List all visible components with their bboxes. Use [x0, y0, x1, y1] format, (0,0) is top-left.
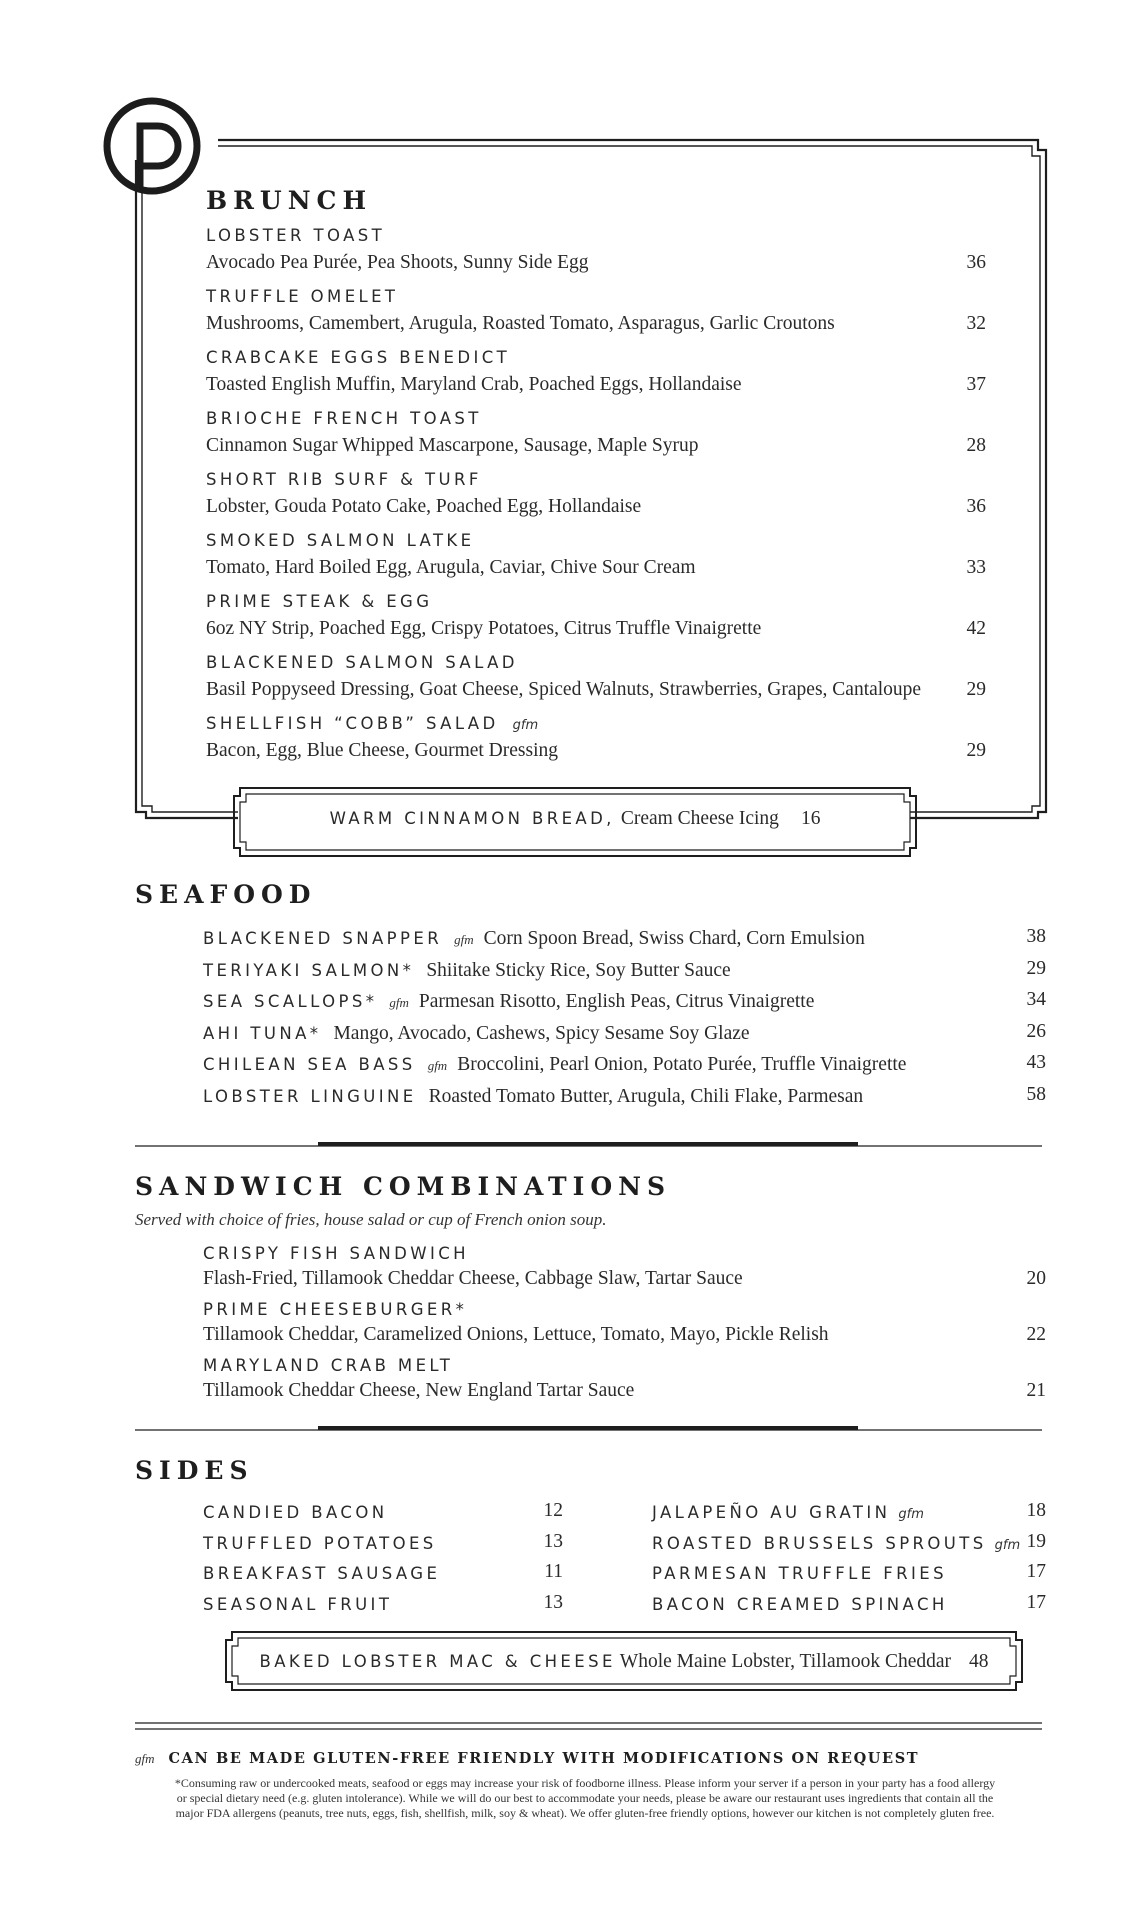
item-description: Tomato, Hard Boiled Egg, Arugula, Caviar, Chive Sour Cream [206, 557, 696, 578]
item-price: 34 [1026, 989, 1046, 1010]
disclaimer-line: major FDA allergens (peanuts, tree nuts, eggs, fish, shellfish, milk, soy & wheat). We offer gluten-free friendly options, however our kitchen is not completely gluten free. [175, 1806, 995, 1820]
item-price: 17 [1026, 1561, 1046, 1582]
menu-item [203, 1244, 1046, 1300]
item-name-text: SEASONAL FRUIT [203, 1594, 393, 1614]
item-price: 13 [543, 1530, 563, 1552]
item-name [206, 287, 398, 306]
menu-item [206, 592, 986, 652]
item-price: 43 [1026, 1052, 1046, 1073]
menu-item [203, 928, 865, 950]
item-name-text: SHELLFISH “COBB” SALAD [206, 714, 499, 733]
item-price: 38 [1026, 926, 1046, 947]
item-price: 42 [966, 618, 986, 639]
item-price: 26 [1026, 1020, 1046, 1042]
item-description: Roasted Tomato Butter, Arugula, Chili Flake, Parmesan [428, 1085, 864, 1107]
item-description: Mango, Avocado, Cashews, Spicy Sesame Soy Glaze [333, 1022, 750, 1044]
item-description: Basil Poppyseed Dressing, Goat Cheese, Spiced Walnuts, Strawberries, Grapes, Cantaloupe [206, 679, 922, 700]
item-description: Toasted English Muffin, Maryland Crab, Poached Eggs, Hollandaise [206, 374, 742, 395]
item-name-text: BACON CREAMED SPINACH [652, 1594, 948, 1614]
item-name-text: ROASTED BRUSSELS SPROUTS [652, 1533, 987, 1553]
item-description: Avocado Pea Purée, Pea Shoots, Sunny Side Egg [206, 252, 589, 273]
gfm-mark: gfm [994, 1537, 1021, 1553]
item-price: 18 [1026, 1500, 1046, 1521]
item-name [203, 1534, 437, 1553]
item-name-text: BRIOCHE FRENCH TOAST [206, 409, 482, 428]
gfm-mark: gfm [454, 932, 474, 947]
callout-item-price: 16 [800, 808, 821, 829]
allergy-disclaimer [120, 1776, 1050, 1821]
item-name: BLACKENED SNAPPER [203, 929, 443, 948]
item-description: Shiitake Sticky Rice, Soy Butter Sauce [426, 959, 731, 981]
item-price: 32 [966, 313, 986, 334]
side-item [652, 1561, 1046, 1587]
item-price: 37 [966, 374, 986, 395]
item-name: CRISPY FISH SANDWICH [203, 1244, 469, 1263]
item-price: 58 [1026, 1083, 1046, 1105]
item-name-text: PRIME STEAK & EGG [206, 592, 433, 611]
gluten-note-text: CAN BE MADE GLUTEN-FREE FRIENDLY WITH MODIFICATIONS ON REQUEST [168, 1750, 920, 1767]
item-price: 33 [966, 557, 986, 578]
menu-item [206, 714, 986, 774]
callout-item-desc: Whole Maine Lobster, Tillamook Cheddar [619, 1651, 952, 1672]
item-name [206, 531, 474, 550]
item-name: SEA SCALLOPS* [203, 992, 378, 1011]
item-name: CHILEAN SEA BASS [203, 1055, 416, 1074]
item-name [206, 348, 510, 367]
menu-item [203, 960, 731, 982]
item-price: 19 [1026, 1530, 1046, 1552]
item-name [203, 1595, 392, 1614]
callout-item-price: 48 [969, 1651, 989, 1672]
sides-title: SIDES [135, 1456, 254, 1485]
item-price: 28 [966, 435, 986, 456]
side-item [652, 1500, 1046, 1526]
gfm-mark: gfm [427, 1058, 448, 1073]
menu-item [206, 287, 986, 347]
item-price: 29 [966, 679, 986, 700]
item-name [652, 1564, 947, 1583]
item-price: 21 [1026, 1380, 1046, 1401]
item-name: AHI TUNA* [203, 1023, 322, 1043]
item-description: Cinnamon Sugar Whipped Mascarpone, Sausage, Maple Syrup [206, 435, 699, 456]
gfm-mark: gfm [389, 995, 409, 1010]
callout-item-name: WARM CINNAMON BREAD, [329, 809, 615, 828]
brunch-title: BRUNCH [206, 186, 373, 215]
item-price: 36 [966, 496, 986, 517]
item-name [206, 226, 385, 245]
item-name-text: JALAPEÑO AU GRATIN [652, 1503, 891, 1522]
restaurant-logo [92, 96, 212, 196]
item-price: 17 [1026, 1591, 1046, 1613]
menu-item [206, 226, 986, 286]
item-price: 12 [543, 1500, 563, 1521]
gfm-mark: gfm [135, 1751, 155, 1766]
item-description: Lobster, Gouda Potato Cake, Poached Egg, Hollandaise [206, 496, 642, 517]
item-name [206, 409, 482, 428]
side-item [203, 1500, 563, 1526]
item-name: TERIYAKI SALMON* [203, 960, 415, 980]
item-price: 20 [1026, 1268, 1046, 1289]
item-name-text: TRUFFLE OMELET [206, 287, 399, 306]
side-item [652, 1592, 1046, 1618]
item-description: Mushrooms, Camembert, Arugula, Roasted Tomato, Asparagus, Garlic Croutons [206, 313, 835, 334]
item-price: 11 [544, 1561, 563, 1582]
item-price: 29 [1026, 957, 1046, 979]
menu-item [206, 653, 986, 713]
item-description: Parmesan Risotto, English Peas, Citrus Vinaigrette [418, 991, 815, 1012]
callout-item-name: BAKED LOBSTER MAC & CHEESE [259, 1652, 616, 1671]
callout-item-desc: Cream Cheese Icing [620, 808, 779, 829]
item-name-text: PARMESAN TRUFFLE FRIES [652, 1564, 947, 1583]
item-description: Broccolini, Pearl Onion, Potato Purée, Truffle Vinaigrette [457, 1054, 907, 1075]
menu-item [203, 1086, 863, 1108]
gfm-mark: gfm [898, 1507, 924, 1522]
item-name [652, 1534, 1020, 1553]
item-description: Tillamook Cheddar Cheese, New England Tartar Sauce [203, 1380, 635, 1401]
sandwiches-note: Served with choice of fries, house salad or cup of French onion soup. [135, 1210, 607, 1229]
side-item [203, 1561, 563, 1587]
item-name-text: CRABCAKE EGGS BENEDICT [206, 348, 511, 367]
item-name-text: LOBSTER TOAST [206, 226, 386, 245]
item-name: LOBSTER LINGUINE [203, 1086, 417, 1106]
menu-item [203, 1023, 750, 1045]
item-name-text: TRUFFLED POTATOES [203, 1533, 437, 1553]
item-name [206, 653, 518, 672]
menu-item [206, 531, 986, 591]
menu-item [203, 1300, 1046, 1356]
brunch-callout [246, 808, 904, 832]
menu-item [206, 409, 986, 469]
menu-item [206, 348, 986, 408]
menu-item [203, 1356, 1046, 1412]
gfm-mark: gfm [512, 718, 539, 733]
disclaimer-line: *Consuming raw or undercooked meats, seafood or eggs may increase your risk of foodborne illness. Please inform your server if a person in your party has a food allergy [174, 1776, 996, 1790]
item-price: 36 [966, 252, 986, 273]
item-name-text: BLACKENED SALMON SALAD [206, 653, 518, 672]
item-name-text: BREAKFAST SAUSAGE [203, 1564, 441, 1583]
menu-item [203, 1054, 906, 1076]
sides-callout [238, 1651, 1010, 1675]
item-name: PRIME CHEESEBURGER* [203, 1300, 468, 1319]
item-name [203, 1564, 440, 1583]
item-name [206, 592, 432, 611]
menu-item [203, 991, 814, 1013]
item-price: 22 [1026, 1324, 1046, 1345]
item-price: 29 [966, 740, 986, 761]
side-item [203, 1531, 563, 1557]
item-name [652, 1503, 924, 1522]
item-name [206, 470, 482, 489]
item-description: Tillamook Cheddar, Caramelized Onions, Lettuce, Tomato, Mayo, Pickle Relish [203, 1324, 829, 1345]
seafood-title: SEAFOOD [135, 880, 317, 909]
disclaimer-line: or special dietary need (e.g. gluten intolerance). While we will do our best to accommodate your needs, please be aware our restaurant uses ingredients that contain all the [176, 1791, 994, 1805]
item-name-text: SMOKED SALMON LATKE [206, 531, 475, 550]
item-name-text: CANDIED BACON [203, 1503, 388, 1522]
item-description: 6oz NY Strip, Poached Egg, Crispy Potatoes, Citrus Truffle Vinaigrette [206, 618, 762, 639]
gluten-free-note [135, 1750, 919, 1767]
sandwiches-title: SANDWICH COMBINATIONS [135, 1172, 672, 1201]
side-item [203, 1592, 563, 1618]
item-name [652, 1595, 948, 1614]
item-name [203, 1503, 387, 1522]
item-name [206, 714, 538, 733]
item-description: Corn Spoon Bread, Swiss Chard, Corn Emulsion [483, 928, 865, 949]
side-item [652, 1531, 1046, 1557]
item-description: Flash-Fried, Tillamook Cheddar Cheese, Cabbage Slaw, Tartar Sauce [203, 1268, 743, 1289]
menu-item [206, 470, 986, 530]
item-name: MARYLAND CRAB MELT [203, 1356, 454, 1375]
item-name-text: SHORT RIB SURF & TURF [206, 470, 482, 489]
item-description: Bacon, Egg, Blue Cheese, Gourmet Dressing [206, 740, 559, 761]
item-price: 13 [543, 1591, 563, 1613]
